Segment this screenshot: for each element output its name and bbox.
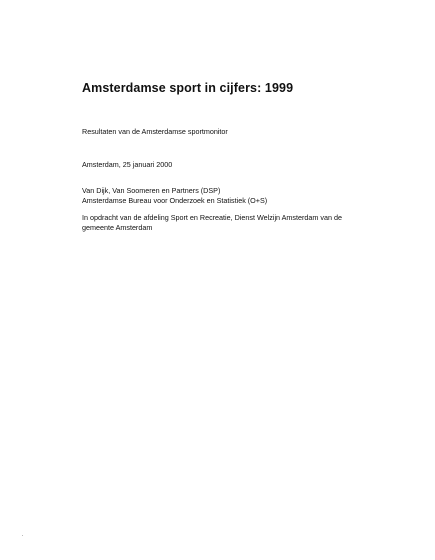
commission-line: gemeente Amsterdam — [82, 222, 153, 232]
author-line: Amsterdamse Bureau voor Onderzoek en Statistiek (O+S) — [82, 195, 268, 205]
commission-line: In opdracht van de afdeling Sport en Recreatie, Dienst Welzijn Amsterdam van de — [82, 213, 342, 222]
author-line: Van Dijk, Van Soomeren en Partners (DSP) — [82, 186, 221, 195]
document-subtitle: Resultaten van de Amsterdamse sportmonitor — [82, 127, 228, 136]
authors-block — [82, 186, 267, 205]
document-date: Amsterdam, 25 januari 2000 — [82, 160, 173, 169]
document-title: Amsterdamse sport in cijfers: 1999 — [82, 81, 294, 95]
commission-statement — [82, 213, 357, 232]
scan-speck — [22, 535, 23, 536]
